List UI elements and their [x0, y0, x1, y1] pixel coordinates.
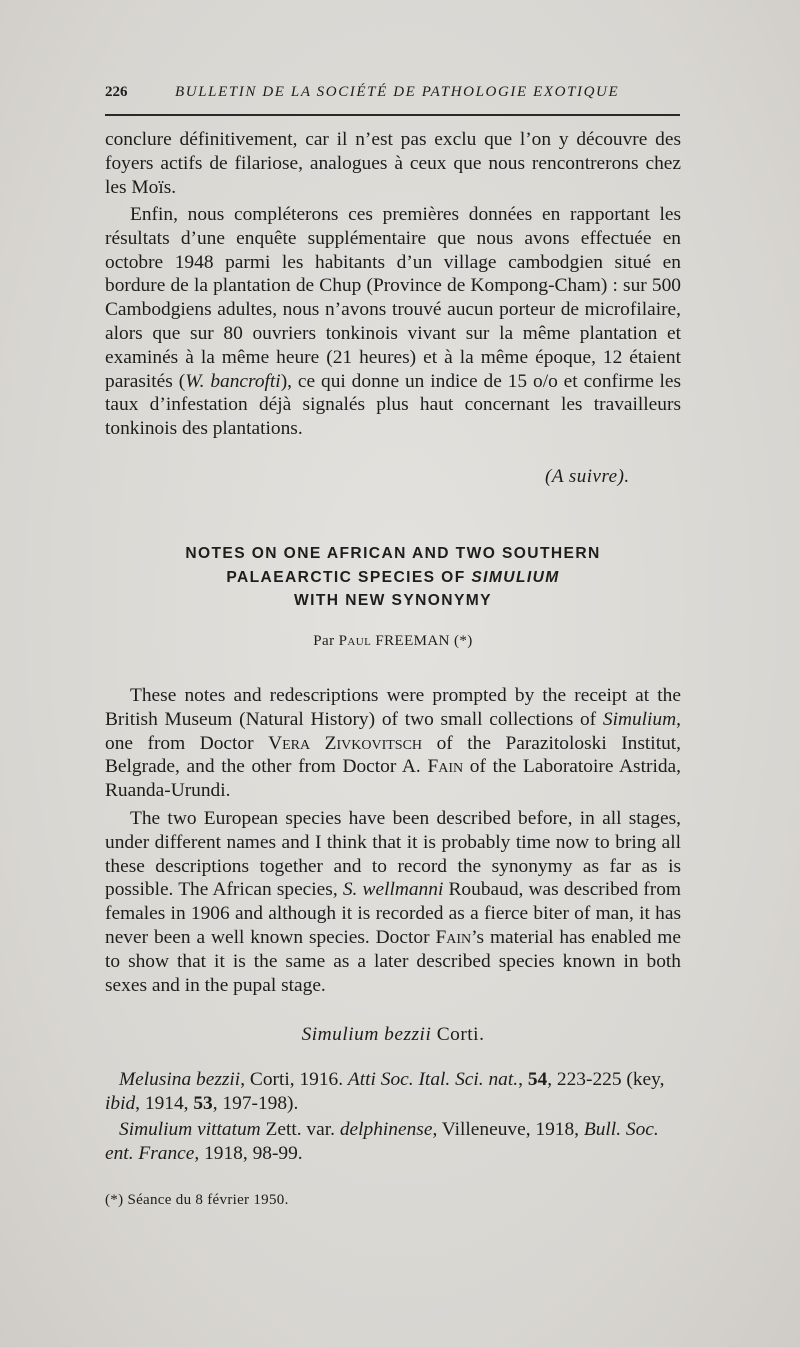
ref2-a: Zett. var.	[260, 1119, 340, 1140]
ref2-variety: delphinense	[339, 1119, 433, 1140]
ref1-volume-2: 53	[193, 1093, 213, 1114]
ref2-name: Simulium vittatum	[119, 1119, 261, 1140]
genus-simulium: Simulium	[602, 708, 677, 730]
author-last-name: FREEMAN	[375, 633, 450, 649]
title-line-1: NOTES ON ONE AFRICAN AND TWO SOUTHERN	[185, 545, 601, 562]
person-fain: Fain	[427, 756, 464, 778]
footnote-marker: (*)	[454, 633, 473, 649]
page-number: 226	[105, 84, 128, 100]
ref1-name: Melusina bezzii	[119, 1069, 241, 1090]
person-fain-2: Fain	[435, 926, 472, 948]
continuation-paragraph-1: conclure définitivement, car il n’est pas exclu que l’on y découvre des foyers actifs de filariose, analogues à ceux que nous rencontrerons chez les Moïs.	[105, 129, 681, 198]
intro-p1-c: of the Parazitoloski Institut, Belgrade, and the other from Doctor A.	[105, 732, 682, 778]
ref1-b: ,	[518, 1069, 528, 1090]
title-line-3: WITH NEW SYNONYMY	[294, 592, 492, 609]
species-wellmanni: S. wellmanni	[342, 879, 444, 901]
byline	[105, 633, 681, 650]
to-be-continued: (A suivre).	[545, 466, 630, 487]
intro-p2-c: ’s material has enabled me to show that it is the same as a later described species known in both sexes and in the pupal stage.	[105, 926, 681, 996]
title-genus: SIMULIUM	[471, 568, 560, 586]
header-rule	[105, 114, 680, 116]
species-heading-name: Simulium bezzii	[301, 1024, 432, 1045]
ref2-c: , 1918, 98-99.	[194, 1143, 303, 1164]
title-line-2	[105, 566, 681, 590]
author-first-name: Paul	[338, 633, 372, 649]
synonymy-reference-2	[105, 1118, 681, 1166]
running-title: BULLETIN DE LA SOCIÉTÉ DE PATHOLOGIE EXOTIQUE	[175, 84, 620, 100]
footnote: (*) Séance du 8 février 1950.	[105, 1192, 289, 1208]
species-heading	[105, 1024, 681, 1046]
intro-paragraph-1	[105, 684, 681, 803]
species-name-bancrofti: W. bancrofti	[185, 370, 281, 392]
intro-p1-a: These notes and redescriptions were prompted by the receipt at the British Museum (Natural History) of two small collections of	[105, 685, 681, 730]
ref2-b: , Villeneuve, 1918,	[432, 1119, 584, 1140]
running-header	[105, 84, 680, 108]
species-heading-author: Corti.	[436, 1024, 485, 1045]
synonymy-reference-1	[105, 1068, 681, 1116]
para2-text-a: Enfin, nous compléterons ces premières données en rapportant les résultats d’une enquête supplémentaire que nous avons effectuée en octobre 1948 parmi les habitants d’un village cambodgien situé en bordure de la plantation de Chup (Province de Kompong-Cham) : sur 500 Cambodgiens adultes, nous n’avons trouvé aucun porteur de microfilaire, alors que sur 80 ouvriers tonkinois vivant sur la même plantation et examinés à la même heure (21 heures) et à la même époque, 12 étaient parasités (	[105, 204, 681, 392]
para2-text-b: ), ce qui donne un indice de 15 o/o et confirme les taux d’infestation déjà signalés plus haut concernant les travailleurs tonkinois des plantations.	[105, 370, 681, 440]
article-title	[105, 542, 681, 613]
ref1-journal: Atti Soc. Ital. Sci. nat.	[347, 1069, 519, 1090]
ref1-d: , 1914,	[135, 1093, 194, 1114]
intro-p1-b: , one from Doctor	[105, 708, 681, 754]
continuation-paragraph-2	[105, 203, 681, 441]
intro-p2-a: The two European species have been described before, in all stages, under different names and I think that it is probably time now to bring all these descriptions together and to record the synonymy as far as is possible. The African species,	[105, 808, 681, 901]
ref1-e: , 197-198).	[212, 1093, 299, 1114]
intro-paragraph-2	[105, 807, 681, 997]
ref1-ibid: ibid	[105, 1093, 136, 1114]
ref1-volume: 54	[527, 1069, 548, 1090]
title-line-2-prefix: PALAEARCTIC SPECIES OF	[226, 568, 466, 586]
ref1-c: , 223-225 (key,	[547, 1069, 665, 1090]
person-zivkovitsch: Vera Zivkovitsch	[268, 732, 423, 754]
ref2-journal: Bull. Soc. ent. France	[105, 1119, 659, 1164]
ref1-a: , Corti, 1916.	[240, 1069, 348, 1090]
intro-p1-d: of the Laboratoire Astrida, Ruanda-Urundi.	[105, 756, 681, 802]
byline-prefix: Par	[313, 633, 335, 649]
intro-p2-b: Roubaud, was described from females in 1906 and although it is recorded as a fierce biter of man, it has never been a well known species. Doctor	[105, 879, 681, 948]
